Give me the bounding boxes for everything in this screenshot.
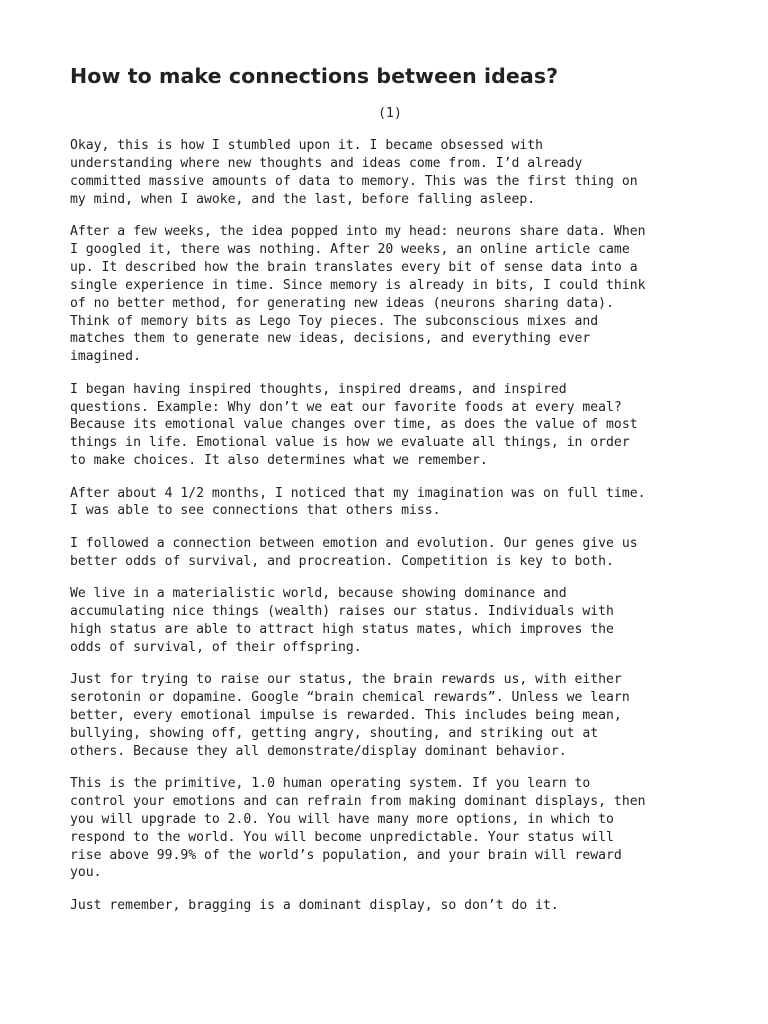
paragraph: Just for trying to raise our status, the brain rewards us, with either serotonin or dopamine. Google “brain chemical rewards”. Unless we learn better, every emotional impulse is rewarded. This includes being mean, bullying, showing off, getting angry, shouting, and striking out at others. Because they all demonstrate/display dominant behavior. [70, 672, 630, 759]
document-body [70, 137, 710, 915]
document-page [70, 64, 710, 929]
paragraph: I began having inspired thoughts, inspired dreams, and inspired questions. Example: Why don’t we eat our favorite foods at every meal? Because its emotional value changes over time, as does the value of most things in life. Emotional value is how we evaluate all things, in order to make choices. It also determines what we remember. [70, 381, 638, 469]
paragraph: After a few weeks, the idea popped into my head: neurons share data. When I googled it, there was nothing. After 20 weeks, an online article came up. It described how the brain translates every bit of sense data into a single experience in time. Since memory is already in bits, I could think of no better method, for generating new ideas (neurons sharing data). Think of memory bits as Lego Toy pieces. The subconscious mixes and matches them to generate new ideas, decisions, and everything ever imagined. [70, 224, 646, 365]
paragraph: Just remember, bragging is a dominant display, so don’t do it. [70, 897, 559, 913]
document-title: How to make connections between ideas? [70, 64, 559, 88]
paragraph: We live in a materialistic world, because showing dominance and accumulating nice things (wealth) raises our status. Individuals with high status are able to attract high status mates, which improves the odds of survival, of their offspring. [70, 585, 614, 655]
page-number: (1) [378, 106, 402, 121]
paragraph: This is the primitive, 1.0 human operating system. If you learn to control your emotions and can refrain from making dominant displays, then you will upgrade to 2.0. You will have many more options, in which to respond to the world. You will become unpredictable. Your status will rise above 99.9% of the world’s population, and your brain will reward you. [70, 775, 646, 881]
paragraph: Okay, this is how I stumbled upon it. I became obsessed with understanding where new thoughts and ideas come from. I’d already committed massive amounts of data to memory. This was the first thing on my mind, when I awoke, and the last, before falling asleep. [70, 138, 638, 207]
paragraph: After about 4 1/2 months, I noticed that my imagination was on full time. I was able to see connections that others miss. [70, 485, 646, 519]
paragraph: I followed a connection between emotion and evolution. Our genes give us better odds of survival, and procreation. Competition is key to both. [70, 535, 638, 569]
